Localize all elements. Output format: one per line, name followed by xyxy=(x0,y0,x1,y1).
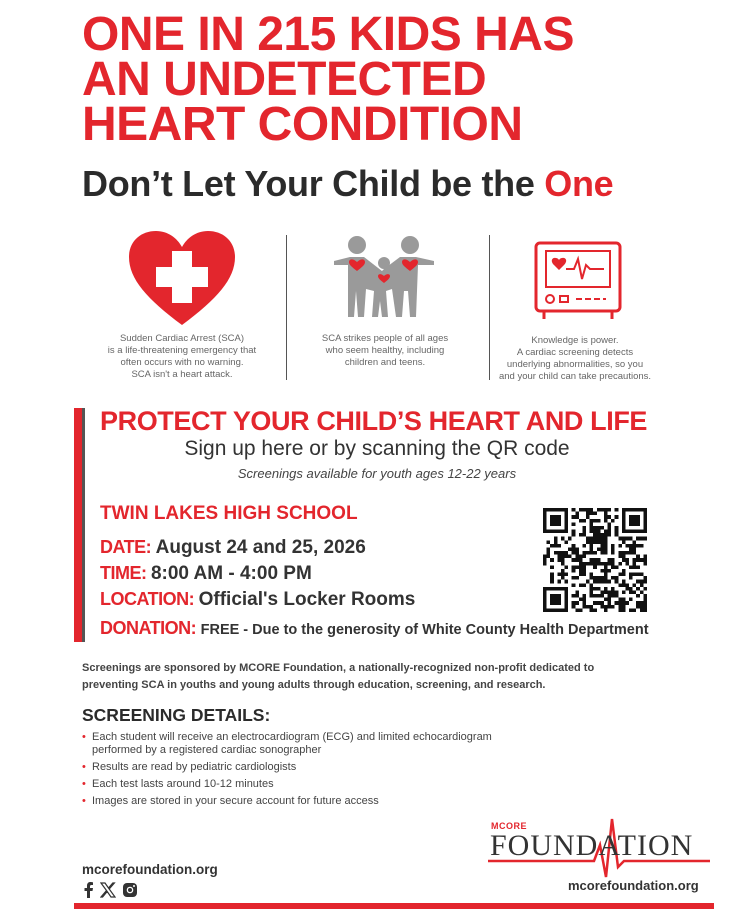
donation-row xyxy=(100,618,649,639)
info-line: Sudden Cardiac Arrest (SCA) xyxy=(119,333,245,344)
headline-line-3: HEART CONDITION xyxy=(82,98,523,151)
qr-code[interactable] xyxy=(542,508,648,612)
info-line: often occurs with no warning. xyxy=(120,357,244,368)
info-line: who seem healthy, including xyxy=(325,345,445,356)
list-item: • Images are stored in your secure account for future access xyxy=(82,795,542,808)
info-line: Knowledge is power. xyxy=(531,335,619,346)
screening-details-list xyxy=(82,731,542,812)
website-link-left[interactable]: mcorefoundation.org xyxy=(82,862,218,877)
headline-line-2: AN UNDETECTED xyxy=(82,53,487,106)
date-value: August 24 and 25, 2026 xyxy=(155,537,366,558)
info-line: SCA isn't a heart attack. xyxy=(131,369,233,380)
bottom-accent-bar xyxy=(74,903,714,909)
headline-line-1: ONE IN 215 KIDS HAS xyxy=(82,8,574,61)
info-line: and your child can take precautions. xyxy=(498,371,652,382)
screening-details-heading: SCREENING DETAILS: xyxy=(82,705,271,725)
info-line: SCA strikes people of all ages xyxy=(321,333,449,344)
donation-label: DONATION: xyxy=(100,618,197,638)
info-column-knowledge xyxy=(475,225,675,383)
location-value: Official's Locker Rooms xyxy=(198,589,416,610)
heart-monitor-icon xyxy=(520,239,630,339)
list-item: • Results are read by pediatric cardiologists xyxy=(82,761,542,774)
headline xyxy=(82,8,702,151)
time-label: TIME: xyxy=(100,563,147,583)
signup-text: Sign up here or by scanning the QR code xyxy=(184,437,570,460)
mcore-foundation-logo xyxy=(488,815,710,885)
facebook-icon[interactable] xyxy=(82,882,94,898)
website-link-right[interactable]: mcorefoundation.org xyxy=(568,878,699,893)
event-heading: PROTECT YOUR CHILD’S HEART AND LIFE xyxy=(100,406,648,436)
list-item: • Each student will receive an electrocardiogram (ECG) and limited echocardiogram performed by a registered cardiac sonographer xyxy=(82,731,542,757)
location-label: LOCATION: xyxy=(100,589,195,609)
availability-text: Screenings available for youth ages 12-22 years xyxy=(237,466,517,481)
subheadline-text: Don’t Let Your Child be the xyxy=(82,163,545,204)
subheadline xyxy=(82,163,613,205)
list-item: • Each test lasts around 10-12 minutes xyxy=(82,778,542,791)
social-links xyxy=(82,882,138,898)
date-row xyxy=(100,537,366,559)
info-column-strikes xyxy=(285,225,485,369)
info-line: is a life-threatening emergency that xyxy=(107,345,257,356)
info-line: A cardiac screening detects xyxy=(516,347,634,358)
subheadline-highlight: One xyxy=(544,163,614,204)
logo-small-text: MCORE xyxy=(491,821,527,831)
time-row xyxy=(100,563,312,585)
location-row xyxy=(100,589,415,611)
logo-text: FOUNDATION xyxy=(490,829,694,862)
accent-bar xyxy=(74,408,82,642)
x-icon[interactable] xyxy=(100,882,116,898)
instagram-icon[interactable] xyxy=(122,882,138,898)
school-name: TWIN LAKES HIGH SCHOOL xyxy=(100,503,358,524)
date-label: DATE: xyxy=(100,537,152,557)
time-value: 8:00 AM - 4:00 PM xyxy=(150,563,312,584)
heart-medical-cross-icon xyxy=(127,229,237,329)
info-line: children and teens. xyxy=(344,357,426,368)
sponsor-text: Screenings are sponsored by MCORE Foundation, a nationally-recognized non-profit dedicated to preventing SCA in youths and young adults through education, screening, and research. xyxy=(82,662,595,691)
donation-value: FREE - Due to the generosity of White County Health Department xyxy=(200,622,649,638)
family-hearts-icon xyxy=(330,231,440,331)
info-line: underlying abnormalities, so you xyxy=(506,359,644,370)
info-column-sca xyxy=(82,225,282,381)
